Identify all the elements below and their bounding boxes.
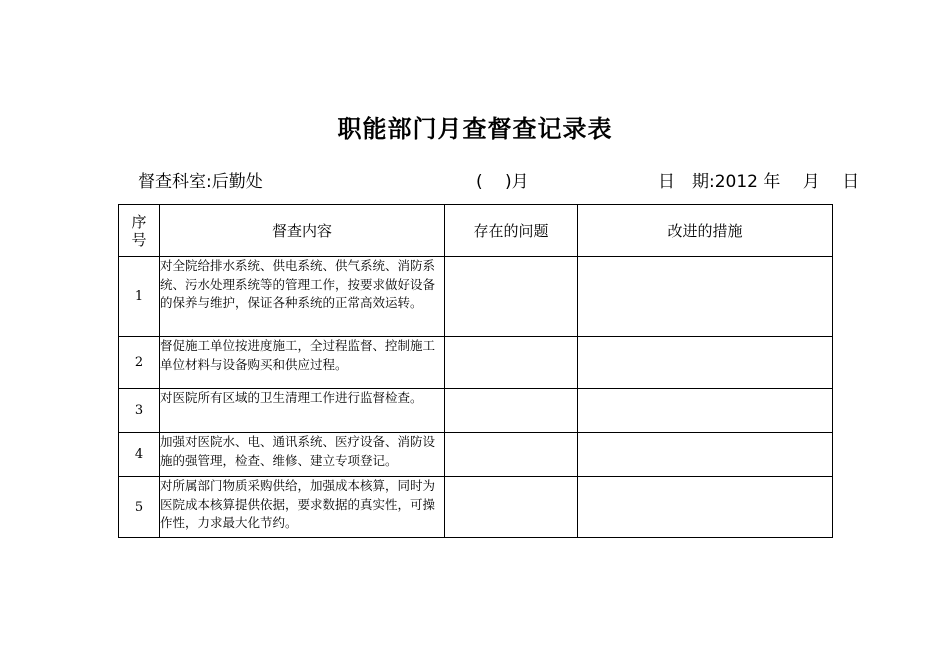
table-row: [119, 433, 833, 477]
row-seq: 2: [119, 337, 160, 389]
header-measures: 改进的措施: [578, 205, 833, 257]
row-measures[interactable]: [578, 433, 833, 477]
row-content: 对所属部门物质采购供给，加强成本核算，同时为医院成本核算提供依据，要求数据的真实性，可操作性，力求最大化节约。: [160, 477, 445, 538]
row-measures[interactable]: [578, 389, 833, 433]
row-content: 对医院所有区域的卫生清理工作进行监督检查。: [160, 389, 445, 433]
row-measures[interactable]: [578, 337, 833, 389]
header-content: 督查内容: [160, 205, 445, 257]
row-content: 督促施工单位按进度施工，全过程监督、控制施工单位材料与设备购买和供应过程。: [160, 337, 445, 389]
row-seq: 5: [119, 477, 160, 538]
table-row: [119, 389, 833, 433]
row-content: 加强对医院水、电、通讯系统、医疗设备、消防设施的强管理，检查、维修、建立专项登记。: [160, 433, 445, 477]
row-problems[interactable]: [445, 433, 578, 477]
row-problems[interactable]: [445, 257, 578, 337]
month-label: ( )月: [476, 172, 529, 192]
row-content: 对全院给排水系统、供电系统、供气系统、消防系统、污水处理系统等的管理工作，按要求做好设备的保养与维护，保证各种系统的正常高效运转。: [160, 257, 445, 337]
row-seq: 3: [119, 389, 160, 433]
record-table: [118, 204, 833, 538]
row-measures[interactable]: [578, 257, 833, 337]
row-problems[interactable]: [445, 389, 578, 433]
table-row: [119, 337, 833, 389]
header-seq-line2: 号: [131, 230, 147, 249]
table-header-row: [119, 205, 833, 257]
table-row: [119, 477, 833, 538]
header-seq-line1: 序: [131, 212, 147, 231]
department-label: 督查科室:后勤处: [138, 172, 263, 192]
row-problems[interactable]: [445, 337, 578, 389]
row-seq: 4: [119, 433, 160, 477]
page-title: 职能部门月查督查记录表: [337, 115, 613, 143]
row-seq: 1: [119, 257, 160, 337]
header-problems: 存在的问题: [445, 205, 578, 257]
date-label: 日 期:2012 年 月 日: [658, 172, 860, 192]
row-problems[interactable]: [445, 477, 578, 538]
row-measures[interactable]: [578, 477, 833, 538]
table-row: [119, 257, 833, 337]
header-seq: [119, 205, 160, 257]
